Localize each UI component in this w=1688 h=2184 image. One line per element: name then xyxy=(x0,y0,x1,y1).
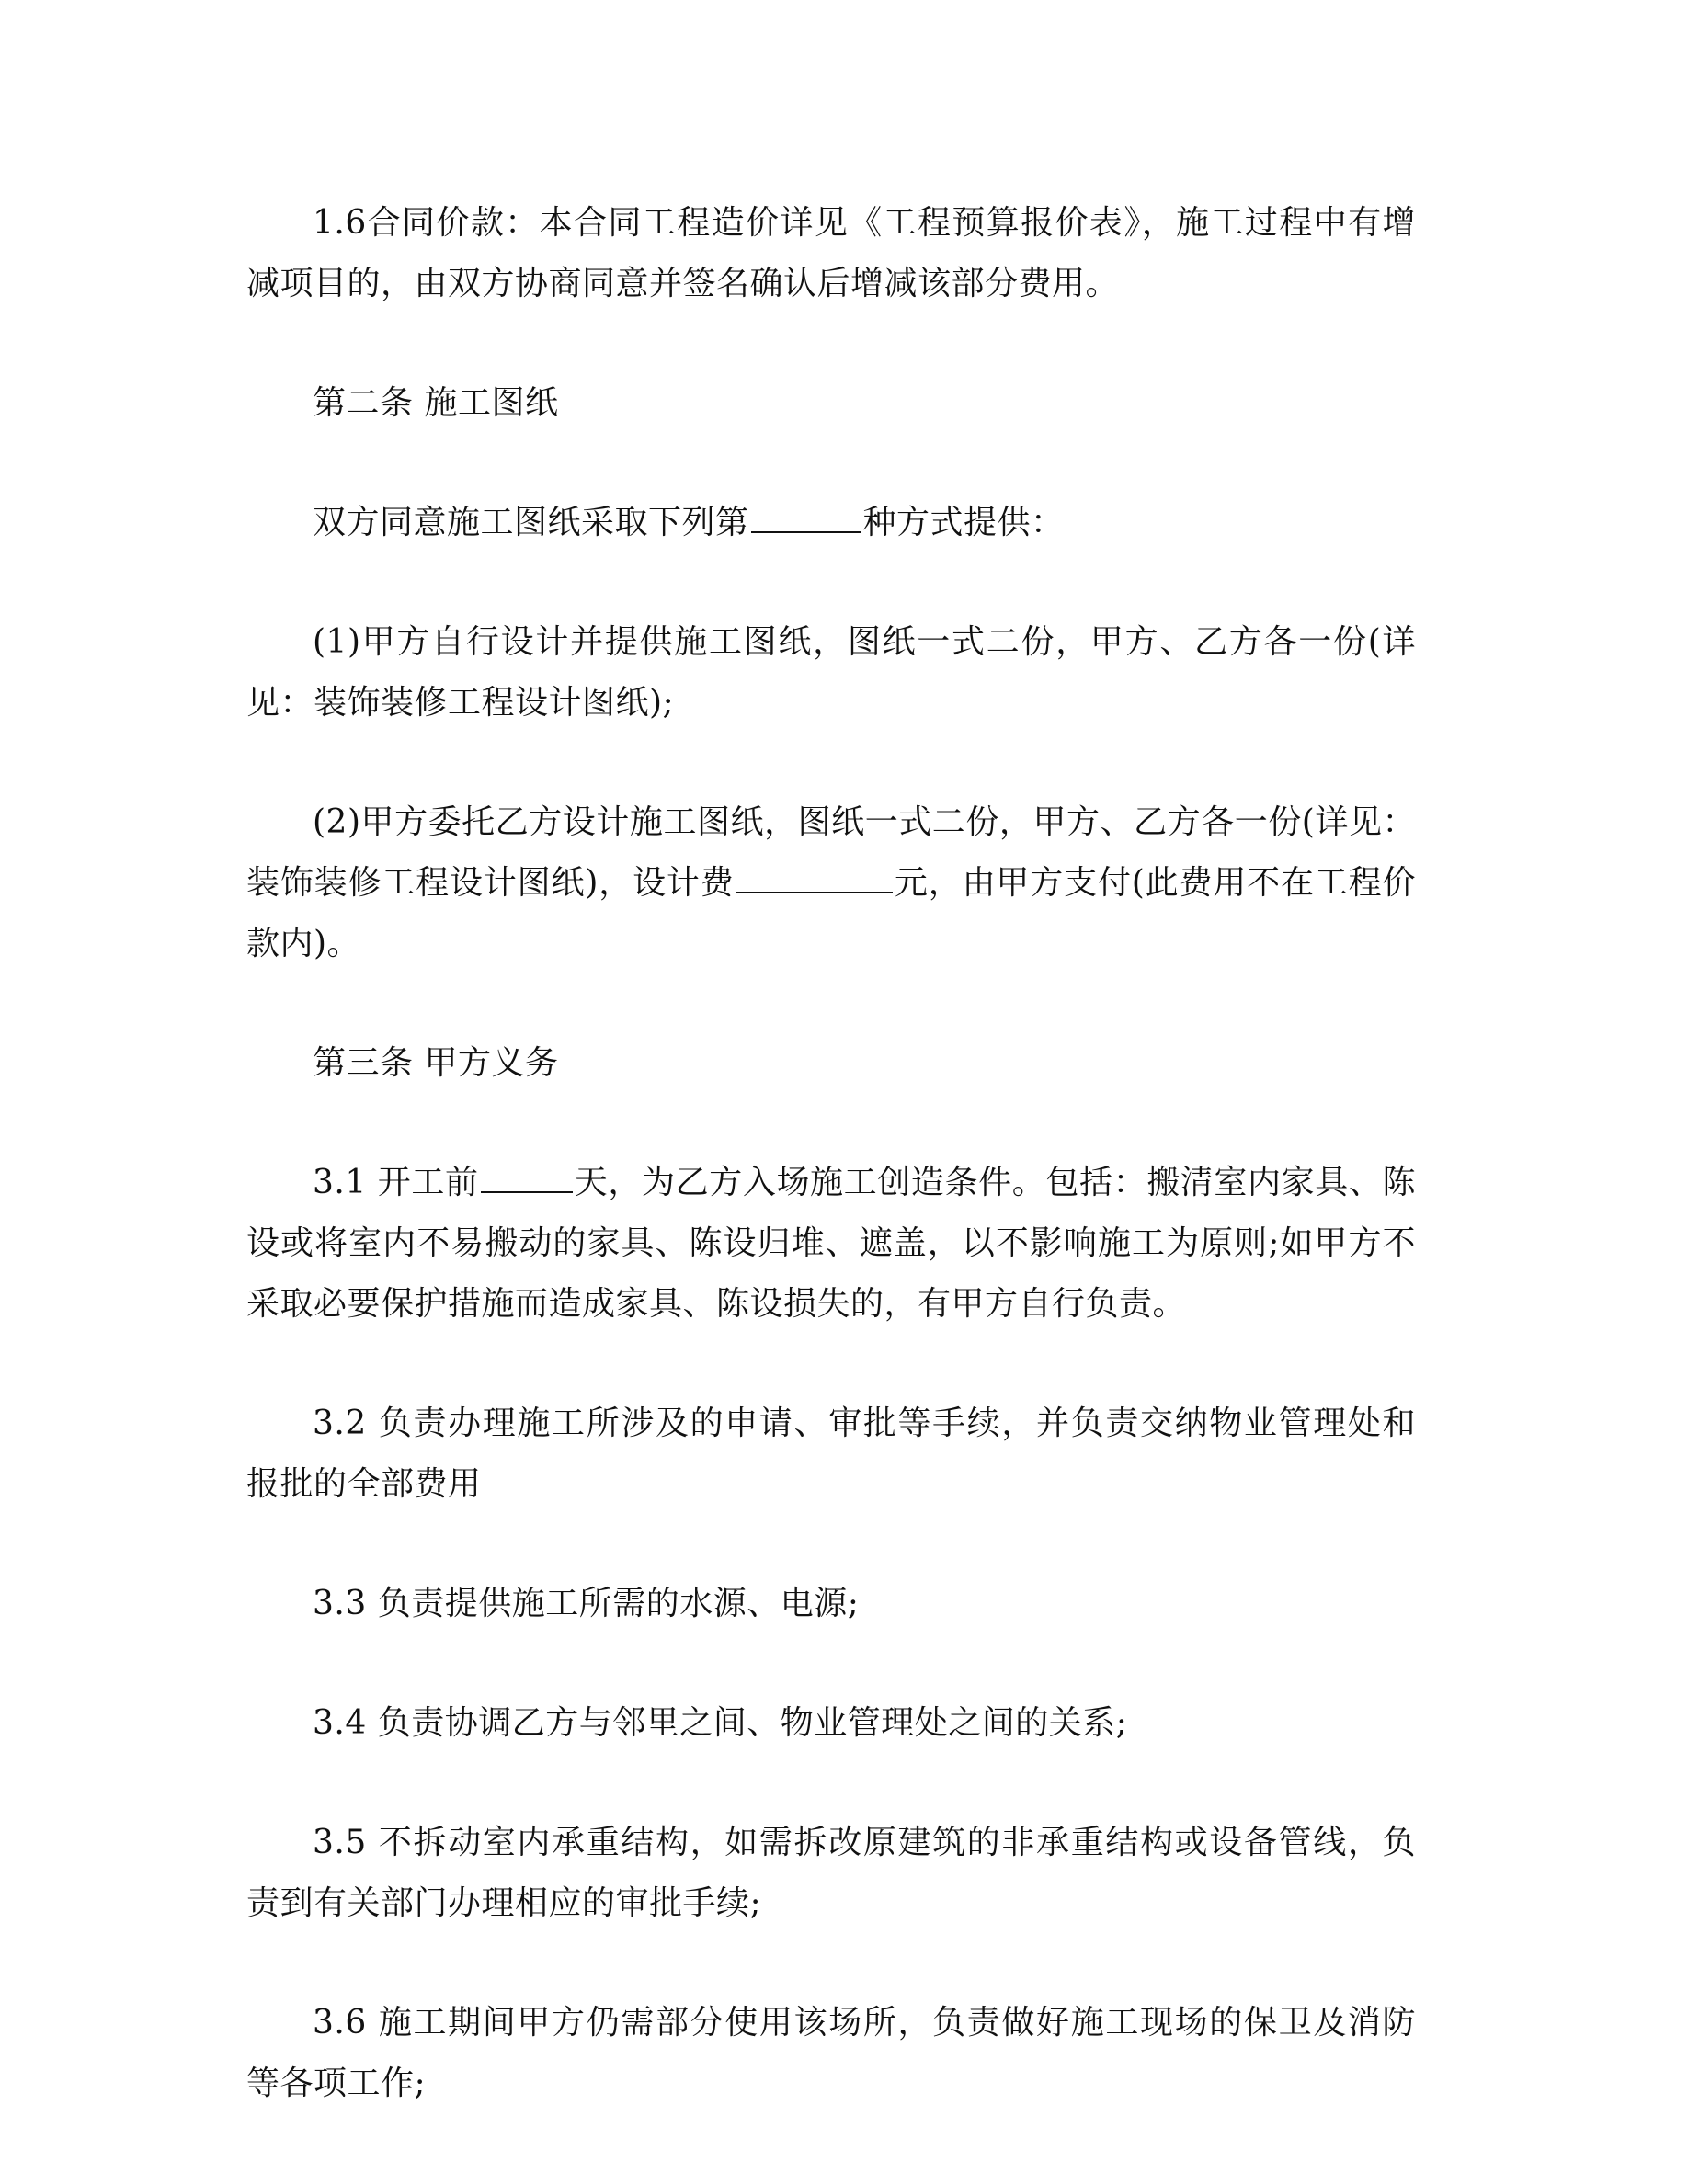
blank-days-before-start xyxy=(481,1160,573,1193)
clause-3-1-text-b: 天，为乙方入场施工创造条件。包括：搬清室内家具、陈设或将室内不易搬动的家具、陈设归堆、遮盖，以不影响施工为原则;如甲方不采取必要保护措施而造成家具、陈设损失的，有甲方自行负责。 xyxy=(246,1164,1416,1323)
article-2-option-2 xyxy=(246,792,1416,974)
article-2-option-2-text-b: 元，由甲方支付(此费用不在工程价款内)。 xyxy=(246,864,1417,962)
blank-design-fee xyxy=(736,860,893,893)
clause-3-1 xyxy=(246,1153,1416,1335)
article-3-title: 第三条 甲方义务 xyxy=(313,1044,559,1082)
clause-3-4: 3.4 负责协调乙方与邻里之间、物业管理处之间的关系; xyxy=(313,1704,1128,1742)
clause-3-2: 3.2 负责办理施工所涉及的申请、审批等手续，并负责交纳物业管理处和报批的全部费用 xyxy=(246,1405,1416,1503)
clause-3-5: 3.5 不拆动室内承重结构，如需拆改原建筑的非承重结构或设备管线，负责到有关部门办理相应的审批手续; xyxy=(246,1824,1416,1922)
article-2-option-2-text-a: (2)甲方委托乙方设计施工图纸，图纸一式二份，甲方、乙方各一份(详见：装饰装修工程设计图纸)，设计费 xyxy=(246,803,1416,902)
blank-option-number xyxy=(751,500,861,533)
clause-3-6: 3.6 施工期间甲方仍需部分使用该场所，负责做好施工现场的保卫及消防等各项工作; xyxy=(246,2004,1416,2102)
clause-3-1-text-a: 3.1 开工前 xyxy=(313,1164,479,1201)
article-2-intro-text-a: 双方同意施工图纸采取下列第 xyxy=(313,504,749,541)
clause-3-3: 3.3 负责提供施工所需的水源、电源; xyxy=(313,1585,860,1622)
document-body xyxy=(246,193,1416,2173)
article-2-title: 第二条 施工图纸 xyxy=(313,384,559,422)
clause-1-6-contract-price: 1.6合同价款：本合同工程造价详见《工程预算报价表》，施工过程中有增减项目的，由双方协商同意并签名确认后增减该部分费用。 xyxy=(246,204,1416,302)
article-2-intro xyxy=(246,493,1416,553)
article-2-option-1: (1)甲方自行设计并提供施工图纸，图纸一式二份，甲方、乙方各一份(详见：装饰装修工程设计图纸); xyxy=(246,623,1416,722)
article-2-intro-text-b: 种方式提供： xyxy=(862,504,1065,541)
